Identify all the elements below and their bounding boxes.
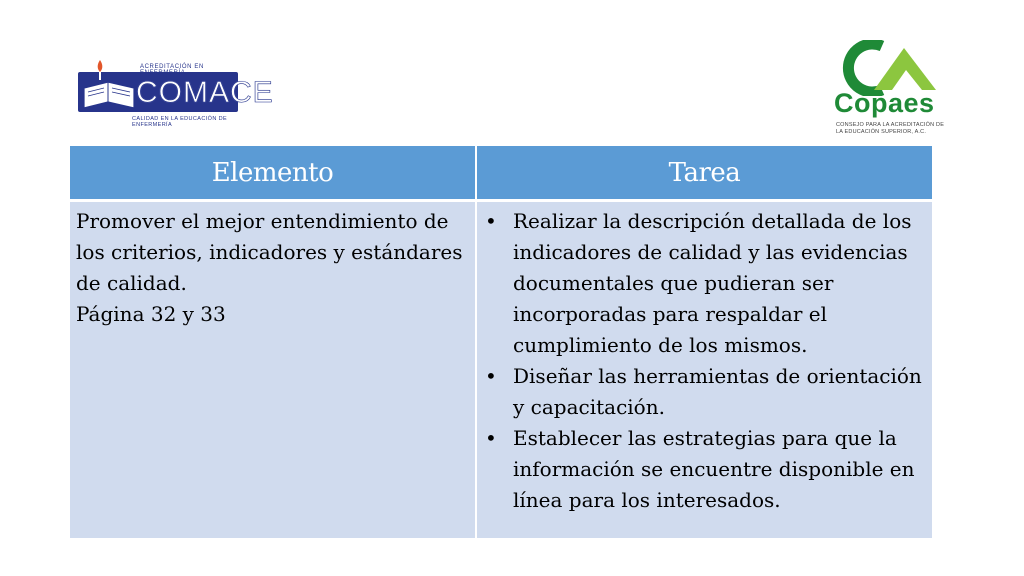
task-item: • Realizar la descripción detallada de los indicadores de calidad y las evidencias documentales que pudieran ser incorporadas para respaldar el cumplimiento de los mismos. [513,206,926,361]
task-cell [476,201,932,539]
task-item: • Diseñar las herramientas de orientación y capacitación. [513,361,926,423]
comace-logo [70,52,274,132]
table-row [70,201,932,539]
table-header-row [70,146,932,201]
comace-top-text: ACREDITACIÓN EN ENFERMERÍA [140,64,204,76]
element-page-reference: Página 32 y 33 [76,302,226,326]
comace-bottom-text: CALIDAD EN LA EDUCACIÓN DE ENFERMERÍA [132,116,228,128]
task-list [483,206,926,516]
header-elemento: Elemento [70,146,476,201]
element-cell [70,201,476,539]
book-flame-icon [80,58,142,118]
element-description: Promover el mejor entendimiento de los criterios, indicadores y estándares de calidad. [76,209,463,295]
task-item: • Establecer las estrategias para que la información se encuentre disponible en línea para los interesados. [513,423,926,516]
criteria-table [70,146,932,538]
copaes-subtitle: CONSEJO PARA LA ACREDITACIÓN DE LA EDUCACIÓN SUPERIOR, A.C. [836,122,945,135]
copaes-logo [830,40,950,138]
comace-wordmark: COMACE [136,76,274,109]
copaes-wordmark: Copaes [834,88,935,118]
header-tarea: Tarea [476,146,932,201]
